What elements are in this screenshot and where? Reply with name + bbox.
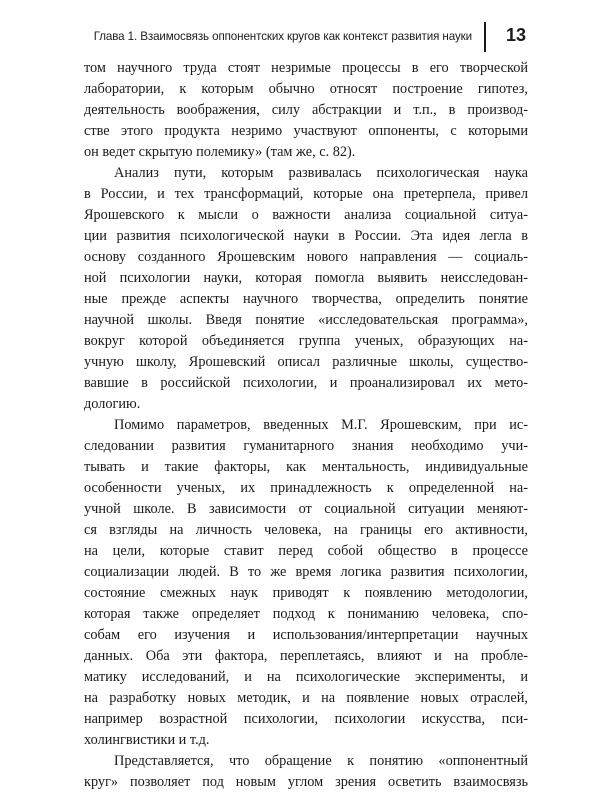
text-line: матику исследований, и на психологические эксперименты, и: [84, 669, 528, 685]
paragraph: [84, 415, 528, 751]
text-line: состояние смежных наук приводят к появлению методологии,: [84, 585, 528, 601]
text-line: собам его изучения и использования/интерпретации научных: [84, 627, 528, 643]
page-number: 13: [505, 25, 526, 45]
text-line: Ярошевского к мысли о важности анализа социальной ситуа-: [84, 207, 528, 223]
text-line: дологию.: [84, 396, 141, 412]
paragraph: [84, 58, 528, 163]
text-line: Анализ пути, которым развивалась психологическая наука: [114, 165, 528, 181]
text-line: ся взгляды на личность человека, на границы его активности,: [84, 522, 528, 538]
text-line: учную школу, Ярошевский описал различные школы, существо-: [84, 354, 528, 370]
text-line: данных. Оба эти фактора, переплетаясь, влияют и на пробле-: [84, 648, 528, 664]
text-line: ные прежде аспекты научного творчества, определить понятие: [84, 291, 528, 307]
text-line: стве этого продукта незримо участвуют оппоненты, с которыми: [84, 123, 528, 139]
body-text: [84, 58, 528, 793]
running-header: [80, 22, 528, 50]
text-line: на цели, которые ставит перед собой общество в процессе: [84, 543, 528, 559]
header-divider: [484, 22, 486, 52]
text-line: вокруг которой объединяется группа ученых, образующих на-: [84, 333, 528, 349]
text-line: том научного труда стоят незримые процессы в его творческой: [84, 60, 528, 76]
text-line: следовании развития гуманитарного знания необходимо учи-: [84, 438, 528, 454]
text-line: например возрастной психологии, психологии искусства, пси-: [84, 711, 528, 727]
text-line: ции развития психологической науки в России. Эта идея легла в: [84, 228, 528, 244]
text-line: деятельность воображения, силу абстракции и т.п., в производ-: [84, 102, 528, 118]
text-line: которая также определяет подход к пониманию человека, спо-: [84, 606, 528, 622]
paragraph: [84, 751, 528, 793]
text-line: вавшие в российской психологии, и проанализировал их мето-: [84, 375, 528, 391]
text-line: холингвистики и т.д.: [84, 732, 210, 748]
text-line: в России, и тех трансформаций, которые она претерпела, привел: [84, 186, 528, 202]
text-line: научной школы. Введя понятие «исследовательская программа»,: [84, 312, 528, 328]
text-line: основу созданного Ярошевским нового направления — социаль-: [84, 249, 528, 265]
text-line: круг» позволяет под новым углом зрения осветить взаимосвязь: [84, 774, 528, 790]
paragraph: [84, 163, 528, 415]
text-line: лаборатории, к которым обычно относят построение гипотез,: [84, 81, 528, 97]
text-line: особенности ученых, их принадлежность к определенной на-: [84, 480, 528, 496]
text-line: на разработку новых методик, и на появление новых отраслей,: [84, 690, 528, 706]
text-line: тывать и такие факторы, как ментальность, индивидуальные: [84, 459, 528, 475]
running-header-title: Глава 1. Взаимосвязь оппонентских кругов как контекст развития науки: [93, 30, 472, 43]
text-line: ной психологии науки, которая помогла выявить неисследован-: [84, 270, 528, 286]
text-line: он ведет скрытую полемику» (там же, с. 82).: [84, 144, 356, 160]
text-line: Помимо параметров, введенных М.Г. Ярошевским, при ис-: [114, 417, 528, 433]
text-line: Представляется, что обращение к понятию «оппонентный: [114, 753, 528, 769]
text-line: учной школе. В зависимости от социальной ситуации меняют-: [84, 501, 528, 517]
text-line: социализации людей. В то же время логика развития психологии,: [84, 564, 528, 580]
